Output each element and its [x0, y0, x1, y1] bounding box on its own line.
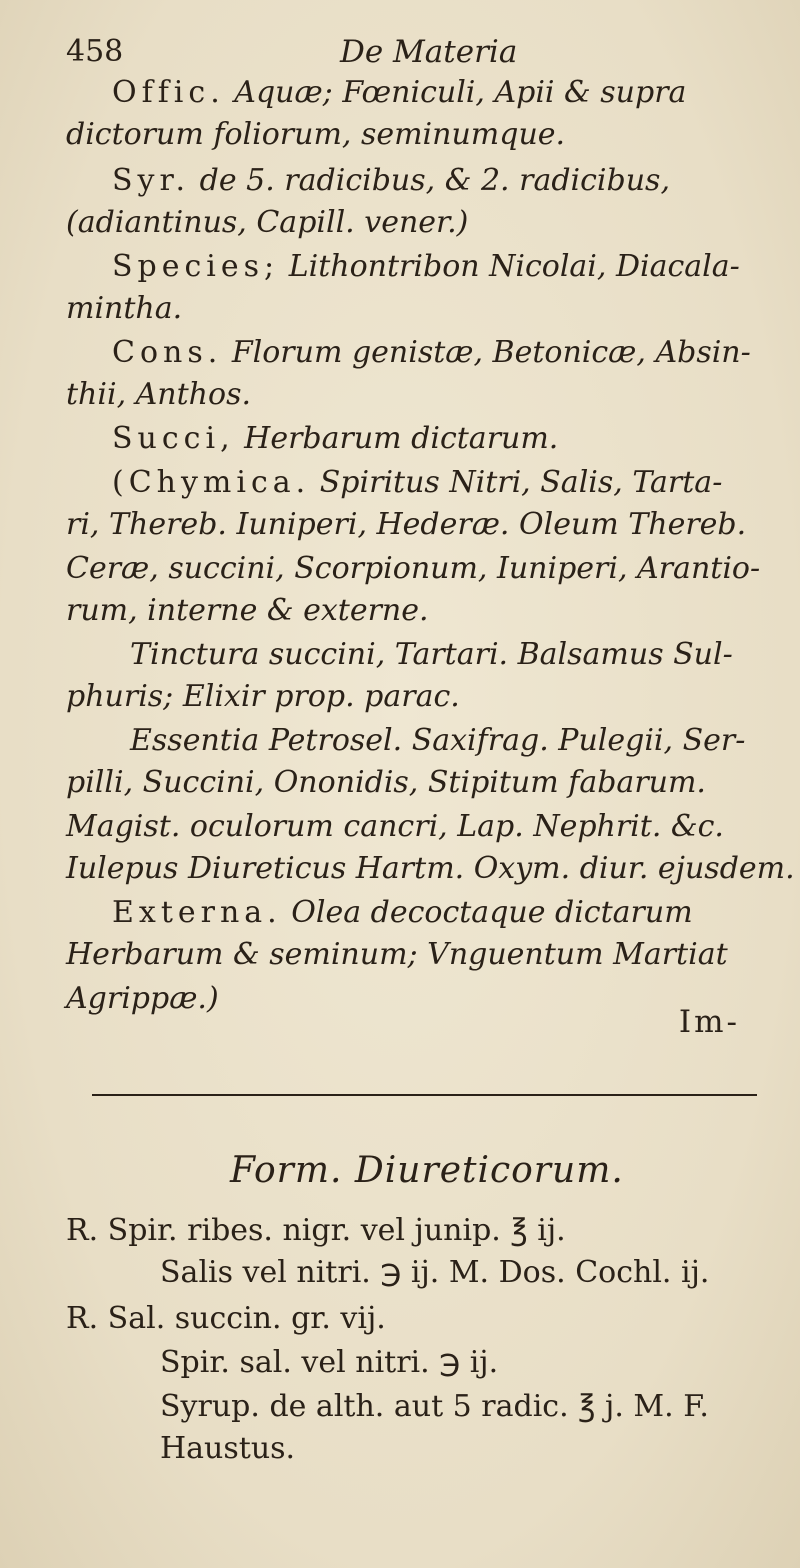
entry-line	[112, 462, 722, 504]
formula-line: Spir. sal. vel nitri. ℈ ij.	[160, 1345, 499, 1380]
entry-line	[112, 246, 740, 288]
entry-line	[112, 332, 751, 374]
entry-line	[66, 762, 706, 804]
entry-line	[66, 590, 429, 632]
entry-text: Herbarum dictarum.	[244, 421, 559, 456]
entry-label: Offic.	[112, 75, 225, 110]
entry-line	[66, 288, 182, 330]
entry-label: Cons.	[112, 335, 223, 370]
entry-label: (Chymica.	[112, 465, 311, 500]
entry-text: Olea decoctaque dictarum	[291, 895, 693, 930]
entry-text: Ceræ, succini, Scorpionum, Iuniperi, Arantio-	[66, 551, 761, 586]
section-divider	[92, 1094, 757, 1096]
entry-line	[112, 418, 558, 460]
formula-line: Salis vel nitri. ℈ ij. M. Dos. Cochl. ij.	[160, 1255, 710, 1290]
entry-label: Externa.	[112, 895, 282, 930]
running-head: De Materia	[340, 34, 518, 70]
formula-line: R. Spir. ribes. nigr. vel junip. ℥ ij.	[66, 1213, 566, 1248]
entry-line	[112, 160, 670, 202]
entry-text: ri, Thereb. Iuniperi, Hederæ. Oleum Thereb.	[66, 507, 747, 542]
entry-label: Species;	[112, 249, 280, 284]
formula-title: Form. Diureticorum.	[230, 1150, 624, 1191]
entry-line	[66, 676, 460, 718]
entry-text: Florum genistæ, Betonicæ, Absin-	[231, 335, 751, 370]
entry-text: (adiantinus, Capill. vener.)	[66, 205, 469, 240]
entry-line	[112, 72, 686, 114]
entry-line	[66, 504, 746, 546]
entry-line	[66, 374, 251, 416]
entry-line	[66, 548, 760, 590]
entry-line	[66, 934, 728, 976]
formula-line: Syrup. de alth. aut 5 radic. ℥ j. M. F.	[160, 1389, 709, 1424]
catchword: Im-	[678, 1004, 740, 1040]
entry-text: rum, interne & externe.	[66, 593, 429, 628]
entry-text: Magist. oculorum cancri, Lap. Nephrit. &c.	[66, 809, 724, 844]
entry-text: pilli, Succini, Ononidis, Stipitum fabarum.	[66, 765, 706, 800]
entry-text: de 5. radicibus, & 2. radicibus,	[199, 163, 670, 198]
entry-text: Iulepus Diureticus Hartm. Oxym. diur. ejusdem.	[66, 851, 795, 886]
entry-text: dictorum foliorum, seminumque.	[66, 117, 566, 152]
entry-line	[130, 634, 733, 676]
entry-line	[66, 114, 565, 156]
entry-line	[66, 978, 219, 1020]
entry-text: thii, Anthos.	[66, 377, 251, 412]
entry-line	[66, 806, 724, 848]
entry-text: Spiritus Nitri, Salis, Tarta-	[319, 465, 723, 500]
entry-text: phuris; Elixir prop. parac.	[66, 679, 460, 714]
entry-text: Agrippæ.)	[66, 981, 219, 1016]
entry-text: Herbarum & seminum; Vnguentum Martiat	[66, 937, 728, 972]
entry-line	[112, 892, 693, 934]
entry-text: Aquæ; Fœniculi, Apii & supra	[234, 75, 687, 110]
entry-line	[66, 202, 468, 244]
entry-line	[130, 720, 745, 762]
entry-label: Syr.	[112, 163, 191, 198]
entry-text: mintha.	[66, 291, 183, 326]
entry-text: Tinctura succini, Tartari. Balsamus Sul-	[130, 637, 733, 672]
formula-line: Haustus.	[160, 1431, 296, 1466]
entry-label: Succi,	[112, 421, 235, 456]
formula-line: R. Sal. succin. gr. vij.	[66, 1301, 386, 1336]
entry-text: Lithontribon Nicolai, Diacala-	[288, 249, 740, 284]
page-number: 458	[66, 34, 124, 69]
entry-line	[66, 848, 795, 890]
entry-text: Essentia Petrosel. Saxifrag. Pulegii, Ser-	[130, 723, 746, 758]
